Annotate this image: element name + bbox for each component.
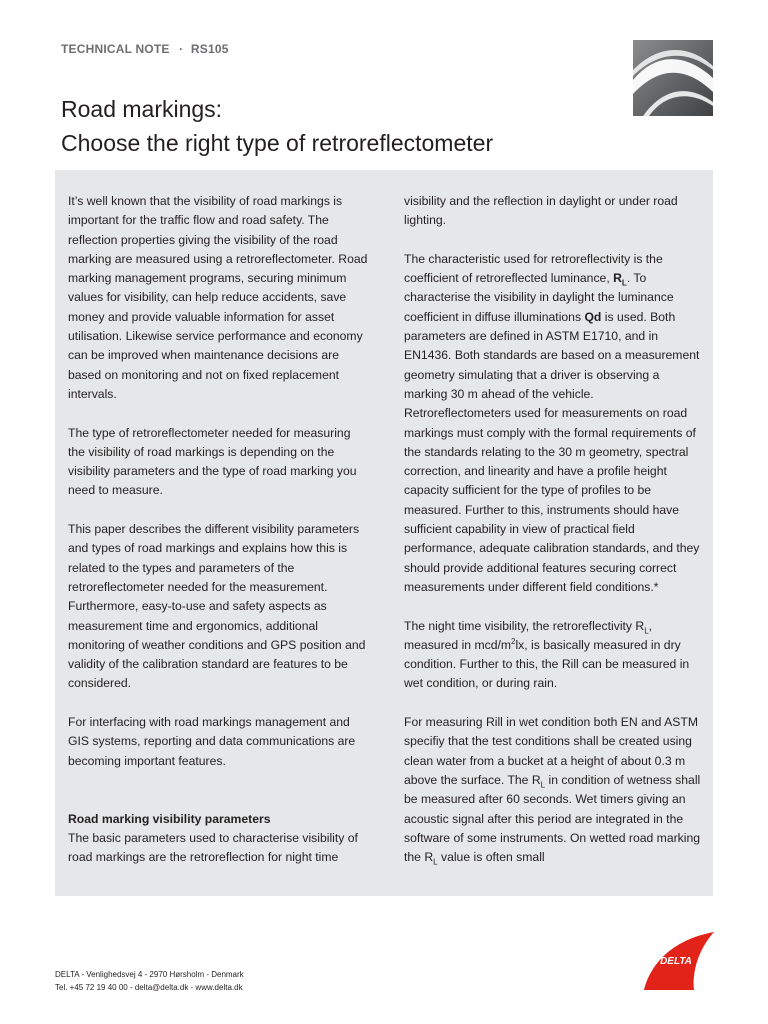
footer-line-1: DELTA - Venlighedsvej 4 - 2970 Hørsholm - Denmark [55, 970, 244, 979]
left-column [68, 192, 368, 867]
right-paragraph-3: The night time visibility, the retroreflectivity $R_L$, measured in mcd/$m^2lx$, is basically measured in dry condition. Further to this, the Rill can be measured in wet condition, or during rain. [404, 618, 690, 691]
right-column [404, 192, 704, 867]
right-paragraph-1: visibility and the reflection in daylight or under road lighting. [404, 194, 678, 228]
title-line-1: Road markings: [61, 96, 223, 122]
technical-note-header [61, 42, 229, 56]
right-paragraph-2: The characteristic used for retroreflectivity is the coefficient of retroreflected luminance, $R_L$. To characterise the visibility in daylight the luminance coefficient in diffuse illuminations Qd is used. Both parameters are defined in ASTM E1710, and in EN1436. Both standards are based on a measurement geometry simulating that a driver is observing a marking 30 m ahead of the vehicle. Retroreflectometers used for measurements on road markings must comply with the formal requirements of the standards relating to the 30 m geometry, spectral correction, and linearity and have a profile height capacity sufficient for the type of profiles to be measured. Further to this, instruments should have sufficient capability in view of practical field performance, adequate calibration standards, and they should provide additional features securing correct measurements under different field conditions.* [404, 251, 700, 594]
delta-brand-text: DELTA [660, 956, 692, 967]
left-paragraph-4: For interfacing with road markings management and GIS systems, reporting and data communications are becoming important features. [68, 715, 356, 768]
rl-symbol: R [613, 271, 622, 286]
footer-line-2: Tel. +45 72 19 40 00 - delta@delta.dk - www.delta.dk [55, 982, 243, 992]
header-label: TECHNICAL NOTE [61, 42, 170, 56]
left-paragraph-3: This paper describes the different visibility parameters and types of road markings and explains how this is related to the types and parameters of the retroreflectometer needed for the measurement. Furthermore, easy-to-use and safety aspects as measurement time and ergonomics, additional monitoring of weather conditions and GPS position and validity of the calibration standard are features to be considered. [68, 522, 366, 691]
qd-symbol: Qd [584, 309, 602, 324]
delta-logo-icon [636, 930, 716, 992]
section-heading: Road marking visibility parameters [68, 811, 271, 826]
right-paragraph-4: For measuring Rill in wet condition both EN and ASTM specifiy that the test conditions shall be created using clean water from a bucket at a height of about 0.3 m above the surface. The $R_L$ in condition of wetness shall be measured after 60 seconds. Wet timers giving an acoustic signal after this period are integrated in the software of some instruments. On wetted road marking the $R_L$ value is often small [404, 715, 701, 867]
header-code: RS105 [190, 42, 229, 56]
title-line-2: Choose the right type of retroreflectometer [61, 130, 494, 156]
page-title [61, 92, 661, 160]
footer-address [55, 969, 244, 994]
left-paragraph-2: The type of retroreflectometer needed for measuring the visibility of road markings is depending on the visibility parameters and the type of road marking you need to measure. [68, 425, 357, 498]
header-separator: · [179, 42, 184, 56]
left-paragraph-1: It’s well known that the visibility of road markings is important for the traffic flow and road safety. The reflection properties giving the visibility of the road marking are measured using a retroreflectometer. Road marking management programs, securing minimum values for visibility, can help reduce accidents, save money and provide valuable information for asset utilisation. Likewise service performance and economy can be improved when maintenance decisions are based on monitoring and not on fixed replacement intervals. [68, 194, 368, 401]
left-paragraph-5: The basic parameters used to characterise visibility of road markings are the retroreflection for night time [68, 830, 358, 865]
